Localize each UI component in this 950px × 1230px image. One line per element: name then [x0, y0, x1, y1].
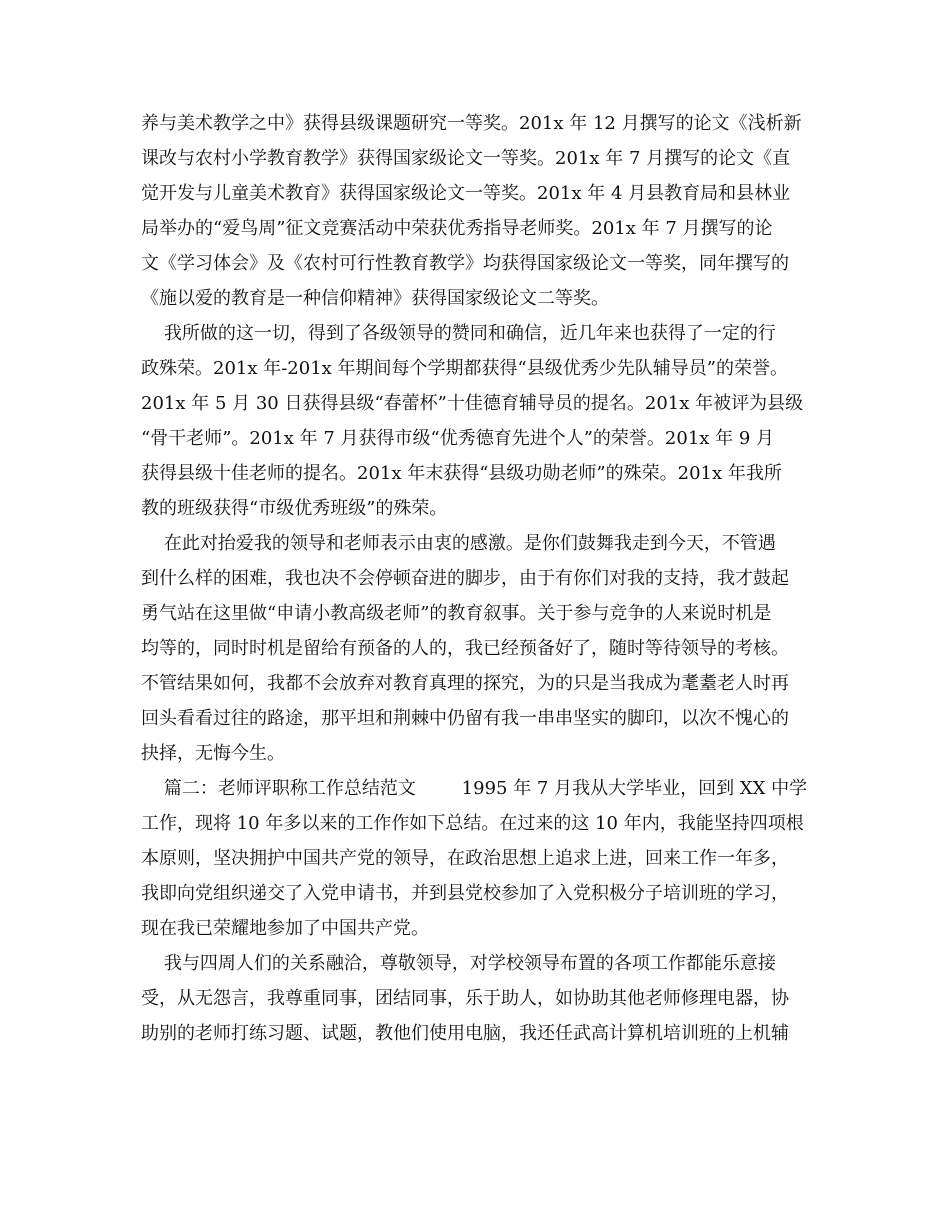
- text-line: 觉开发与儿童美术教育》获得国家级论文一等奖。201x 年 4 月县教育局和县林业: [141, 183, 791, 204]
- text-line: 受，从无怨言，我尊重同事，团结同事，乐于助人，如协助其他老师修理电器，协: [141, 988, 789, 1009]
- paragraph-relationships: [141, 946, 821, 1051]
- text-line: 我即向党组织递交了入党申请书，并到县党校参加了入党积极分子培训班的学习，: [141, 883, 789, 904]
- text-line: 养与美术教学之中》获得县级课题研究一等奖。201x 年 12 月撰写的论文《浅析新: [141, 113, 802, 134]
- text-line: 201x 年 5 月 30 日获得县级“春蕾杯”十佳德育辅导员的提名。201x 年被评为县级: [141, 393, 804, 414]
- text-line: 我所做的这一切，得到了各级领导的赞同和确信，近几年来也获得了一定的行: [141, 323, 776, 344]
- text-line: 我与四周人们的关系融洽，尊敬领导，对学校领导布置的各项工作都能乐意接: [141, 953, 776, 974]
- text-line: 政殊荣。201x 年-201x 年期间每个学期都获得“县级优秀少先队辅导员”的荣誉。: [141, 358, 788, 379]
- text-line: 教的班级获得“市级优秀班级”的殊荣。: [141, 498, 448, 519]
- text-line: “骨干老师”。201x 年 7 月获得市级“优秀德育先进个人”的荣誉。201x 年 9 月: [141, 428, 775, 449]
- paragraph-honors: [141, 316, 821, 526]
- text-line: 不管结果如何，我都不会放弃对教育真理的探究，为的只是当我成为耄耋老人时再: [141, 673, 789, 694]
- text-line: 抉择，无悔今生。: [141, 743, 285, 764]
- text-line: 篇二：老师评职称工作总结范文 1995 年 7 月我从大学毕业，回到 XX 中学: [141, 778, 808, 799]
- text-line: 获得县级十佳老师的提名。201x 年末获得“县级功勋老师”的殊荣。201x 年我所: [141, 463, 782, 484]
- text-line: 本原则，坚决拥护中国共产党的领导，在政治思想上追求上进，回来工作一年多，: [141, 848, 789, 869]
- text-line: 现在我已荣耀地参加了中国共产党。: [141, 918, 429, 939]
- text-line: 勇气站在这里做“申请小教高级老师”的教育叙事。关于参与竞争的人来说时机是: [141, 603, 772, 624]
- text-line: 在此对抬爱我的领导和老师表示由衷的感激。是你们鼓舞我走到今天，不管遇: [141, 533, 776, 554]
- text-line: 均等的，同时时机是留给有预备的人的，我已经预备好了，随时等待领导的考核。: [141, 638, 789, 659]
- text-line: 局举办的“爱鸟周”征文竞赛活动中荣获优秀指导老师奖。201x 年 7 月撰写的论: [141, 218, 773, 239]
- text-line: 文《学习体会》及《农村可行性教育教学》均获得国家级论文一等奖，同年撰写的: [141, 253, 789, 274]
- text-line: 助别的老师打练习题、试题，教他们使用电脑，我还任武高计算机培训班的上机辅: [141, 1023, 789, 1044]
- text-line: 《施以爱的教育是一种信仰精神》获得国家级论文二等奖。: [141, 288, 609, 309]
- paragraph-gratitude: [141, 526, 821, 771]
- paragraph-awards-papers: [141, 106, 821, 316]
- text-line: 回头看看过往的路途，那平坦和荆棘中仍留有我一串串坚实的脚印，以次不愧心的: [141, 708, 789, 729]
- text-line: 工作，现将 10 年多以来的工作作如下总结。在过来的这 10 年内，我能坚持四项根: [141, 813, 804, 834]
- text-line: 到什么样的困难，我也决不会停顿奋进的脚步，由于有你们对我的支持，我才鼓起: [141, 568, 789, 589]
- paragraph-part-two-summary: [141, 771, 821, 946]
- text-line: 课改与农村小学教育教学》获得国家级论文一等奖。201x 年 7 月撰写的论文《直: [141, 148, 791, 169]
- document-body: [141, 106, 821, 1051]
